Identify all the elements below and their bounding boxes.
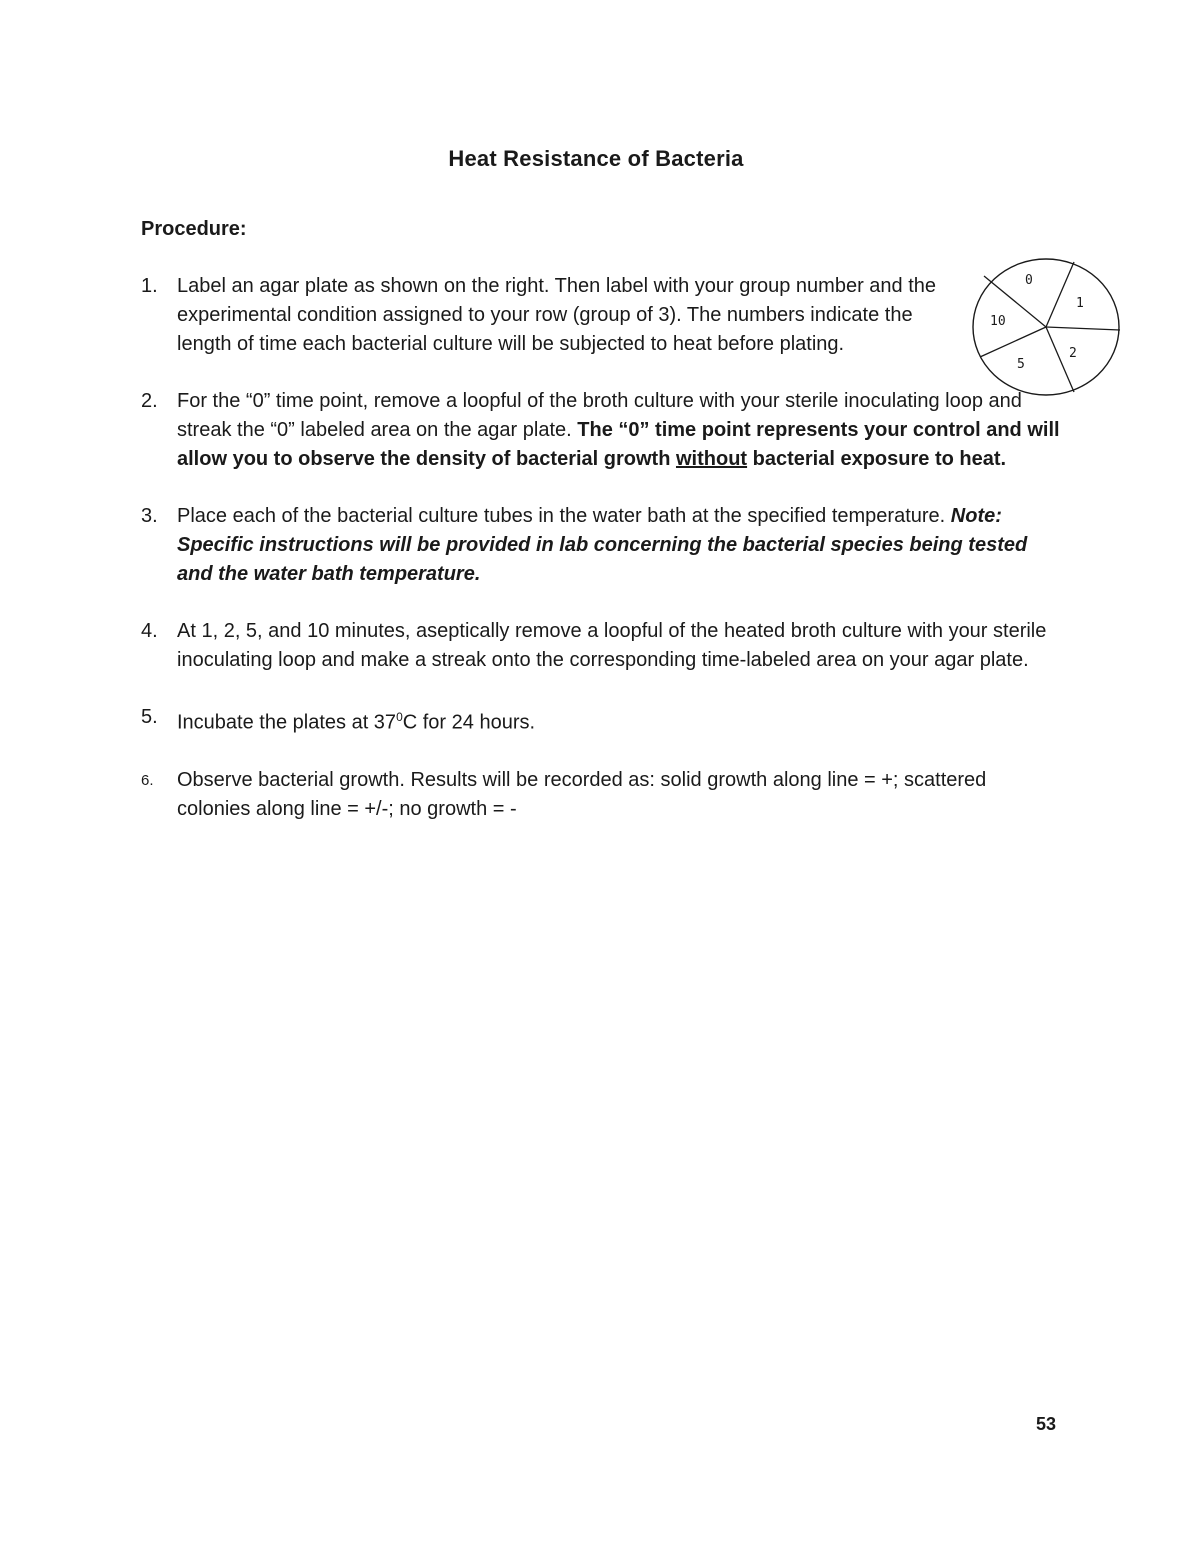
- step-text: Observe bacterial growth. Results will be recorded as: solid growth along line = +; scattered colonies along line = +/-; no growth = -: [177, 768, 987, 820]
- step-text: Incubate the plates at 37: [177, 711, 397, 734]
- step-emphasis-text-end: bacterial exposure to heat.: [747, 448, 1007, 470]
- step-underlined-word: without: [675, 448, 748, 470]
- step-number: 5.: [141, 706, 158, 728]
- procedure-step-5: [141, 703, 1061, 738]
- step-text-end: C for 24 hours.: [402, 711, 536, 734]
- procedure-step-6: [141, 766, 1061, 824]
- step-text: Label an agar plate as shown on the right. Then label with your group number and the experimental condition assigned to your row (group of 3). The numbers indicate the length of time each bacterial culture will be subjected to heat before plating.: [177, 275, 937, 355]
- step-text: For the “0” time point, remove a loopful of the broth culture with your sterile inoculating loop and streak the “0” labeled area on the agar plate.: [177, 390, 1022, 441]
- step-number: 2.: [141, 390, 158, 412]
- plate-label-5: 5: [1017, 357, 1025, 372]
- plate-label-1: 1: [1076, 296, 1084, 311]
- step-text: Place each of the bacterial culture tubes in the water bath at the specified temperature.: [177, 505, 951, 527]
- step-text: At 1, 2, 5, and 10 minutes, aseptically remove a loopful of the heated broth culture with your sterile inoculating loop and make a streak onto the corresponding time-labeled area on your agar plate.: [177, 620, 1047, 671]
- degree-superscript: 0: [396, 710, 403, 724]
- step-note: Note: Specific instructions will be provided in lab concerning the bacterial species being tested and the water bath temperature.: [177, 505, 1028, 585]
- page-title: Heat Resistance of Bacteria: [448, 146, 744, 171]
- plate-label-2: 2: [1069, 346, 1077, 361]
- plate-label-10: 10: [990, 314, 1006, 329]
- procedure-step-2: [141, 387, 1061, 474]
- procedure-step-4: [141, 617, 1061, 675]
- step-number: 6.: [141, 771, 154, 789]
- plate-label-0: 0: [1025, 273, 1033, 288]
- procedure-step-3: [141, 502, 1061, 589]
- procedure-step-1: [141, 272, 947, 359]
- procedure-heading: Procedure:: [141, 218, 247, 240]
- procedure-steps: [141, 272, 1061, 852]
- step-number: 4.: [141, 620, 158, 642]
- step-emphasis-text: The “0” time point represents your control and will allow you to observe the density of bacterial growth: [177, 419, 1060, 470]
- step-number: 1.: [141, 275, 158, 297]
- step-number: 3.: [141, 505, 158, 527]
- page-number: 53: [1036, 1414, 1057, 1434]
